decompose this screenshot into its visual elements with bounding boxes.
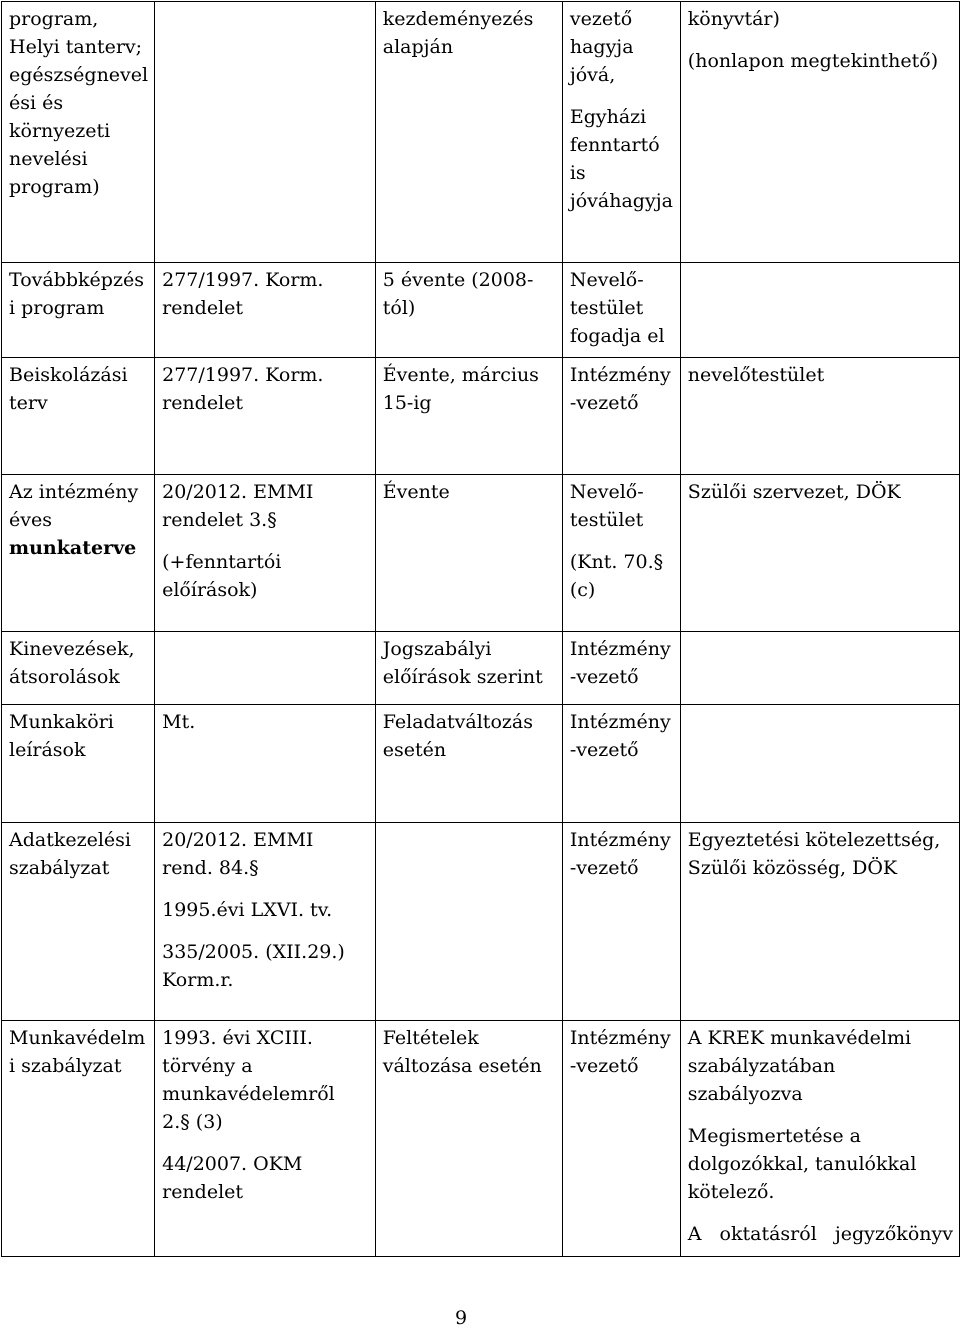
table-cell — [562, 705, 680, 823]
cell-text — [9, 5, 148, 201]
text-line: -vezető — [569, 1055, 639, 1077]
text-line: (c) — [569, 579, 596, 601]
text-line: hagyja — [569, 36, 634, 58]
table-cell — [2, 632, 155, 705]
text-line: környezeti — [9, 120, 111, 142]
table-cell — [375, 632, 562, 705]
text-line: 15-ig — [382, 392, 432, 414]
text-line: rendelet — [162, 392, 244, 414]
table-cell — [375, 263, 562, 358]
text-line: Feltételek — [382, 1027, 479, 1049]
text-line: törvény a — [162, 1055, 253, 1077]
cell-text-lines — [9, 481, 138, 531]
table-cell — [155, 475, 376, 632]
text-line: -vezető — [569, 666, 639, 688]
text-line: szabályozva — [687, 1083, 803, 1105]
text-line: 20/2012. EMMI — [162, 481, 314, 503]
text-line: 5 évente (2008- — [382, 269, 534, 291]
text-line: 1995.évi LXVI. tv. — [162, 899, 333, 921]
cell-text — [9, 635, 148, 691]
text-line: Helyi tanterv; — [9, 36, 143, 58]
text-line: Jogszabályi — [382, 638, 492, 660]
cell-text — [162, 708, 369, 736]
text-line: rend. 84.§ — [162, 857, 259, 879]
text-line: rendelet 3.§ — [162, 509, 277, 531]
text-line: fenntartó — [569, 134, 660, 156]
text-line: Feladatváltozás — [382, 711, 533, 733]
cell-text — [162, 1024, 369, 1136]
table-cell — [155, 358, 376, 475]
text-line: szabályzat — [9, 857, 110, 879]
table-row — [2, 705, 960, 823]
table-cell — [155, 263, 376, 358]
cell-text — [162, 938, 369, 994]
table-cell — [2, 1021, 155, 1257]
text-line: rendelet — [162, 1181, 244, 1203]
text-line: -vezető — [569, 392, 639, 414]
text-line: program) — [9, 176, 100, 198]
table-cell — [2, 358, 155, 475]
text-line: ési és — [9, 92, 64, 114]
text-line: (honlapon megtekinthető) — [687, 50, 939, 72]
text-line: munkavédelemről — [162, 1083, 335, 1105]
text-line: Intézmény — [569, 1027, 671, 1049]
text-line: 277/1997. Korm. — [162, 269, 324, 291]
text-line: program, — [9, 8, 99, 30]
cell-text — [9, 478, 148, 562]
cell-text — [162, 826, 369, 882]
text-line: alapján — [382, 36, 454, 58]
text-line: (+fenntartói — [162, 551, 282, 573]
cell-text — [383, 1024, 556, 1080]
cell-text — [9, 266, 148, 322]
text-line: Mt. — [162, 711, 196, 733]
text-line: testület — [569, 297, 644, 319]
cell-text — [9, 361, 148, 417]
table-cell — [155, 2, 376, 263]
text-line: -vezető — [569, 739, 639, 761]
text-line: Nevelő- — [569, 481, 644, 503]
table-row — [2, 475, 960, 632]
text-line: Nevelő- — [569, 269, 644, 291]
table-cell — [680, 632, 959, 705]
text-line: vezető — [569, 8, 633, 30]
cell-text — [383, 361, 556, 417]
text-line: Megismertetése a — [687, 1125, 861, 1147]
cell-text — [9, 1024, 148, 1080]
table-cell — [2, 475, 155, 632]
text-line: kezdeményezés — [382, 8, 534, 30]
cell-text — [570, 103, 674, 215]
table-cell — [155, 1021, 376, 1257]
cell-text — [162, 548, 369, 604]
table-cell — [375, 2, 562, 263]
text-line: Intézmény — [569, 638, 671, 660]
text-line: Munkavédelm — [9, 1027, 146, 1049]
table-cell — [562, 358, 680, 475]
table-row — [2, 632, 960, 705]
table-cell — [375, 358, 562, 475]
table-cell — [680, 1021, 959, 1257]
table-row — [2, 263, 960, 358]
text-line: egészségnevel — [9, 64, 149, 86]
cell-text — [383, 5, 556, 61]
text-line: terv — [9, 392, 48, 414]
text-line: jóváhagyja — [569, 190, 673, 212]
cell-text — [688, 5, 953, 33]
text-line: Intézmény — [569, 711, 671, 733]
text-line: előírások) — [162, 579, 258, 601]
cell-text — [570, 826, 674, 882]
text-line: Kinevezések, — [9, 638, 135, 660]
table-row — [2, 2, 960, 263]
text-line: nevelőtestület — [687, 364, 825, 386]
bold-text: munkaterve — [9, 537, 137, 559]
text-line: Munkaköri — [9, 711, 114, 733]
cell-text — [9, 826, 148, 882]
cell-text — [9, 708, 148, 764]
text-line: szabályzatában — [687, 1055, 836, 1077]
cell-text — [570, 548, 674, 604]
cell-text — [570, 5, 674, 89]
table-row — [2, 823, 960, 1021]
text-line: Beiskolázási — [9, 364, 128, 386]
cell-text — [688, 826, 953, 882]
cell-text — [570, 708, 674, 764]
text-line: Egyházi — [569, 106, 647, 128]
text-line: 44/2007. OKM — [162, 1153, 303, 1175]
text-line: testület — [569, 509, 644, 531]
text-line: esetén — [382, 739, 447, 761]
table-row — [2, 1021, 960, 1257]
cell-text — [570, 1024, 674, 1080]
cell-text — [688, 47, 953, 75]
text-line: fogadja el — [569, 325, 665, 347]
cell-text — [162, 896, 369, 924]
text-line: Intézmény — [569, 364, 671, 386]
table-cell — [680, 263, 959, 358]
table-cell — [155, 705, 376, 823]
text-line: Szülői szervezet, DÖK — [687, 481, 901, 503]
text-line: -vezető — [569, 857, 639, 879]
table-cell — [2, 823, 155, 1021]
cell-text — [688, 1122, 953, 1206]
text-line: Szülői közösség, DÖK — [687, 857, 898, 879]
cell-text — [162, 361, 369, 417]
cell-text — [383, 478, 556, 506]
text-line: (Knt. 70.§ — [569, 551, 664, 573]
table-cell — [562, 475, 680, 632]
table-cell — [2, 263, 155, 358]
cell-text: A oktatásról jegyzőkönyv — [687, 1223, 953, 1245]
text-line: tól) — [382, 297, 416, 319]
text-line: is — [569, 162, 586, 184]
table-cell — [155, 632, 376, 705]
text-line: Továbbképzés — [9, 269, 144, 291]
text-line: 2.§ (3) — [162, 1111, 223, 1133]
table-cell — [680, 705, 959, 823]
document-table — [1, 1, 960, 1257]
cell-text — [570, 478, 674, 534]
text-line: 1993. évi XCIII. — [162, 1027, 313, 1049]
table-cell — [562, 1021, 680, 1257]
table-cell — [2, 2, 155, 263]
table-cell — [680, 358, 959, 475]
text-line: dolgozókkal, tanulókkal — [687, 1153, 917, 1175]
text-line: Évente — [382, 481, 450, 503]
text-line: rendelet — [162, 297, 244, 319]
text-line: Egyeztetési kötelezettség, — [687, 829, 941, 851]
table-cell — [155, 823, 376, 1021]
text-line: 335/2005. (XII.29.) — [162, 941, 345, 963]
text-line: i program — [9, 297, 105, 319]
text-line: A KREK munkavédelmi — [687, 1027, 912, 1049]
text-line: kötelező. — [687, 1181, 775, 1203]
text-line: Évente, március — [382, 364, 539, 386]
cell-text — [570, 266, 674, 350]
text-line: könyvtár) — [687, 8, 780, 30]
table-cell — [375, 823, 562, 1021]
text-line: Intézmény — [569, 829, 671, 851]
text-line: jóvá, — [569, 64, 616, 86]
text-line: változása esetén — [382, 1055, 542, 1077]
table-cell — [562, 823, 680, 1021]
cell-text — [688, 361, 953, 389]
table-cell — [375, 705, 562, 823]
cell-text — [383, 708, 556, 764]
text-line: 20/2012. EMMI — [162, 829, 314, 851]
cell-text — [688, 1024, 953, 1108]
text-line: 277/1997. Korm. — [162, 364, 324, 386]
table-cell — [562, 2, 680, 263]
text-line: Az intézmény — [9, 481, 139, 503]
table-cell — [680, 2, 959, 263]
text-line: Adatkezelési — [9, 829, 132, 851]
page-number: 9 — [455, 1307, 468, 1329]
table-cell — [375, 1021, 562, 1257]
text-line: előírások szerint — [382, 666, 543, 688]
cell-text — [162, 478, 369, 534]
text-line: nevelési — [9, 148, 88, 170]
table-cell — [680, 823, 959, 1021]
cell-text — [383, 266, 556, 322]
table-row — [2, 358, 960, 475]
cell-text — [570, 635, 674, 691]
table-cell — [562, 632, 680, 705]
cell-text — [162, 266, 369, 322]
text-line: Korm.r. — [162, 969, 234, 991]
cell-text — [688, 478, 953, 506]
cell-text — [162, 1150, 369, 1206]
table-cell — [375, 475, 562, 632]
cell-text — [383, 635, 556, 691]
cell-text — [570, 361, 674, 417]
table-cell — [680, 475, 959, 632]
table-cell — [2, 705, 155, 823]
text-line: i szabályzat — [9, 1055, 122, 1077]
table-cell — [562, 263, 680, 358]
text-line: leírások — [9, 739, 86, 761]
text-line: éves — [9, 509, 52, 531]
text-line: átsorolások — [9, 666, 120, 688]
